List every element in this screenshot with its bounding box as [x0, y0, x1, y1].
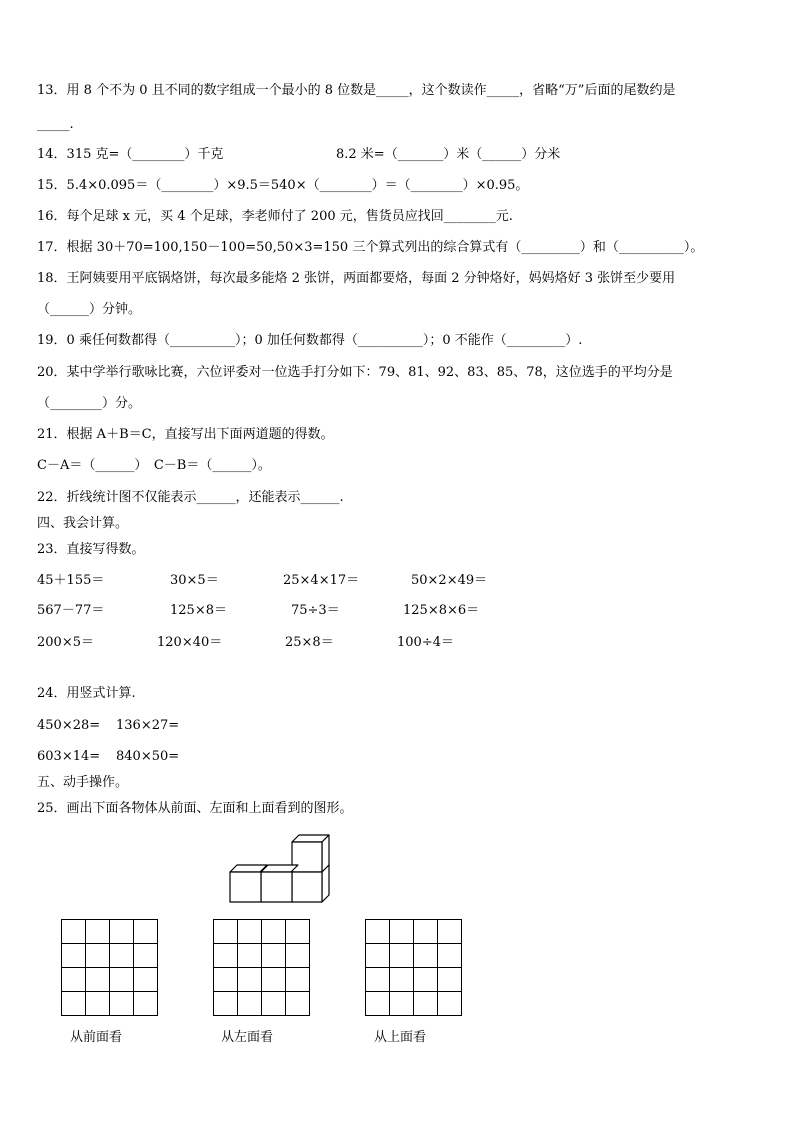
- grid-cell: [238, 944, 262, 968]
- calc-item: 50×2×49＝: [411, 573, 488, 588]
- section-4-heading: 四、我会计算。: [37, 516, 129, 531]
- grid-cell: [438, 944, 462, 968]
- grid-cell: [214, 944, 238, 968]
- vertical-calc-item: 840×50=: [116, 749, 180, 764]
- calc-item: 75÷3＝: [291, 603, 340, 618]
- grid-cell: [390, 920, 414, 944]
- question-13: 13．用 8 个不为 0 且不同的数字组成一个最小的 8 位数是_____，这个数读作_____，省略“万”后面的尾数约是: [37, 83, 676, 98]
- calc-item: 30×5＝: [170, 573, 219, 588]
- calc-item: 200×5＝: [37, 635, 94, 650]
- question-25: 25．画出下面各物体从前面、左面和上面看到的图形。: [37, 801, 353, 816]
- grid-cell: [238, 968, 262, 992]
- vertical-calc-item: 136×27=: [116, 718, 180, 733]
- question-20: 20．某中学举行歌咏比赛，六位评委对一位选手打分如下：79、81、92、83、85、78，这位选手的平均分是: [37, 365, 673, 380]
- grid-cell: [110, 944, 134, 968]
- calc-item: 100÷4＝: [397, 635, 454, 650]
- calc-item: 25×4×17＝: [283, 573, 360, 588]
- caption-top-view: 从上面看: [374, 1030, 427, 1045]
- grid-cell: [390, 944, 414, 968]
- grid-cell: [414, 968, 438, 992]
- grid-cell: [86, 944, 110, 968]
- question-24: 24．用竖式计算.: [37, 686, 136, 701]
- grid-cell: [286, 992, 310, 1016]
- grid-cell: [238, 920, 262, 944]
- grid-cell: [62, 968, 86, 992]
- question-21-answers: C－A＝（______） C－B＝（______）。: [37, 458, 271, 473]
- calc-item: 120×40＝: [157, 635, 223, 650]
- question-17: 17．根据 30＋70=100,150－100=50,50×3=150 三个算式列出的综合算式有（_________）和（__________）。: [37, 240, 704, 255]
- grid-cell: [438, 920, 462, 944]
- grid-cell: [262, 968, 286, 992]
- grid-cell: [110, 968, 134, 992]
- grid-cell: [262, 920, 286, 944]
- caption-front-view: 从前面看: [70, 1030, 123, 1045]
- grid-cell: [110, 992, 134, 1016]
- question-18-blank: （______）分钟。: [37, 302, 142, 317]
- calc-item: 567－77＝: [37, 603, 105, 618]
- question-23: 23．直接写得数。: [37, 542, 145, 557]
- vertical-calc-item: 603×14=: [37, 749, 101, 764]
- grid-cell: [62, 920, 86, 944]
- answer-grid-top: [365, 919, 462, 1016]
- grid-cell: [366, 920, 390, 944]
- grid-cell: [134, 920, 158, 944]
- grid-cell: [86, 992, 110, 1016]
- grid-cell: [366, 968, 390, 992]
- grid-cell: [390, 992, 414, 1016]
- grid-cell: [262, 944, 286, 968]
- question-20-blank: （________）分。: [37, 396, 142, 411]
- grid-cell: [390, 968, 414, 992]
- question-14-part-b: 8.2 米=（_______）米（______）分米: [336, 147, 561, 162]
- grid-cell: [214, 992, 238, 1016]
- answer-grid-left: [213, 919, 310, 1016]
- grid-cell: [366, 944, 390, 968]
- grid-cell: [414, 944, 438, 968]
- grid-cell: [286, 920, 310, 944]
- grid-cell: [366, 992, 390, 1016]
- grid-cell: [62, 944, 86, 968]
- cube-stack-figure: [228, 832, 338, 912]
- section-5-heading: 五、动手操作。: [37, 775, 129, 790]
- grid-cell: [238, 992, 262, 1016]
- calc-item: 125×8×6＝: [403, 603, 480, 618]
- grid-cell: [438, 968, 462, 992]
- question-13-blank: _____.: [37, 117, 74, 132]
- grid-cell: [134, 968, 158, 992]
- grid-cell: [134, 944, 158, 968]
- grid-cell: [438, 992, 462, 1016]
- calc-item: 25×8＝: [285, 635, 334, 650]
- question-18: 18．王阿姨要用平底锅烙饼，每次最多能烙 2 张饼，两面都要烙，每面 2 分钟烙好，妈妈烙好 3 张饼至少要用: [37, 271, 676, 286]
- grid-cell: [214, 920, 238, 944]
- calc-item: 125×8＝: [170, 603, 227, 618]
- grid-cell: [62, 992, 86, 1016]
- question-21: 21．根据 A＋B＝C，直接写出下面两道题的得数。: [37, 427, 334, 442]
- caption-left-view: 从左面看: [221, 1030, 274, 1045]
- question-15: 15．5.4×0.095＝（________）×9.5＝540×（________）＝（________）×0.95。: [37, 178, 529, 193]
- grid-cell: [110, 920, 134, 944]
- answer-grid-front: [61, 919, 158, 1016]
- calc-item: 45＋155＝: [37, 573, 105, 588]
- grid-cell: [86, 920, 110, 944]
- grid-cell: [134, 992, 158, 1016]
- grid-cell: [262, 992, 286, 1016]
- question-14-part-a: 14．315 克=（________）千克: [37, 147, 224, 162]
- grid-cell: [286, 944, 310, 968]
- question-16: 16．每个足球 x 元，买 4 个足球，李老师付了 200 元，售货员应找回________元.: [37, 209, 513, 224]
- grid-cell: [286, 968, 310, 992]
- grid-cell: [86, 968, 110, 992]
- grid-cell: [414, 920, 438, 944]
- vertical-calc-item: 450×28=: [37, 718, 101, 733]
- question-22: 22．折线统计图不仅能表示______，还能表示______.: [37, 490, 344, 505]
- question-19: 19．0 乘任何数都得（__________）；0 加任何数都得（__________）；0 不能作（_________）.: [37, 333, 583, 348]
- grid-cell: [414, 992, 438, 1016]
- grid-cell: [214, 968, 238, 992]
